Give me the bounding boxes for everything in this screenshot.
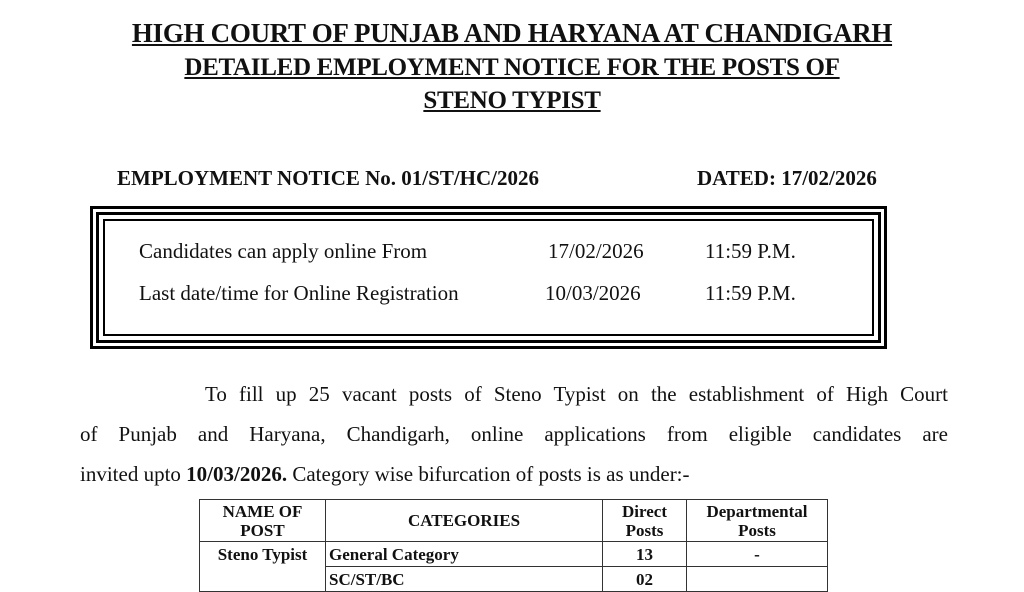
notice-date: DATED: 17/02/2026 (697, 166, 877, 190)
schedule-date: 10/03/2026 (545, 281, 641, 305)
schedule-time: 11:59 P.M. (705, 281, 796, 305)
court-title: HIGH COURT OF PUNJAB AND HARYANA AT CHANDIGARH (131, 18, 893, 48)
schedule-label: Last date/time for Online Registration (139, 281, 459, 305)
schedule-label: Candidates can apply online From (139, 239, 428, 263)
cell-category: General Category (326, 542, 603, 567)
cell-direct: 02 (603, 567, 687, 592)
notice-title: DETAILED EMPLOYMENT NOTICE FOR THE POSTS OF (184, 54, 840, 81)
header-categories: CATEGORIES (326, 500, 603, 542)
cell-post: Steno Typist (200, 542, 326, 567)
table-row (200, 542, 828, 567)
last-date: 10/03/2026. (186, 462, 288, 486)
paragraph-line: of Punjab and Haryana, Chandigarh, online applications from eligible candidates are (80, 422, 948, 446)
header-direct-posts: Direct Posts (603, 500, 687, 542)
cell-departmental (687, 567, 828, 592)
cell-post (200, 567, 326, 592)
header-name-of-post: NAME OF POST (200, 500, 326, 542)
paragraph-line: To fill up 25 vacant posts of Steno Typist on the establishment of High Court (205, 382, 948, 406)
table-row (200, 567, 828, 592)
schedule-time: 11:59 P.M. (705, 239, 796, 263)
notice-number: EMPLOYMENT NOTICE No. 01/ST/HC/2026 (117, 166, 539, 190)
post-title: STENO TYPIST (423, 87, 601, 114)
schedule-box (90, 206, 887, 349)
cell-direct: 13 (603, 542, 687, 567)
cell-departmental: - (687, 542, 828, 567)
paragraph-line: invited upto 10/03/2026. Category wise bifurcation of posts is as under:- (80, 462, 690, 486)
table-header-row (200, 500, 828, 542)
schedule-date: 17/02/2026 (548, 239, 644, 263)
posts-table (199, 499, 828, 592)
header-departmental-posts: Departmental Posts (687, 500, 828, 542)
cell-category: SC/ST/BC (326, 567, 603, 592)
